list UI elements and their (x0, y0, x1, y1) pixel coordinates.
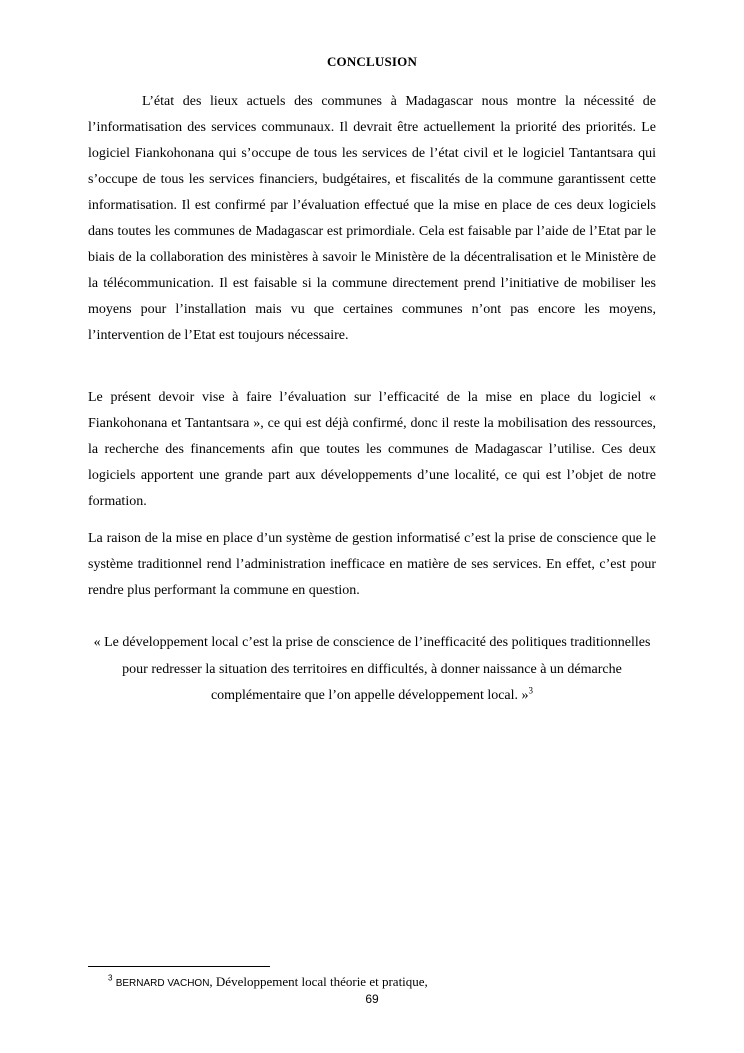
page-number: 69 (365, 992, 379, 1006)
footnote-author: BERNARD VACHON (115, 978, 210, 989)
page-title: CONCLUSION (326, 54, 418, 69)
quote-text: « Le développement local c’est la prise de conscience de l’inefficacité des politiques traditionnelles pour redresser la situation des territoires en difficultés, à donner naissance à un démarche complémentaire que l’on appelle développement local. » (93, 635, 651, 703)
block-quote (88, 630, 656, 710)
footnote-separator (88, 966, 270, 967)
paragraph-1: L’état des lieux actuels des communes à Madagascar nous montre la nécessité de l’informatisation des services communaux. Il devrait être actuellement la priorité des priorités. Le logiciel Fiankohonana qui s’occupe de tous les services de l’état civil et le logiciel Tantantsara qui s’occupe de tous les services financiers, budgétaires, et fiscalités de la commune garantissent cette informatisation. Il est confirmé par l’évaluation effectué que la mise en place de ces deux logiciels dans toutes les communes de Madagascar est primordiale. Cela est faisable par l’aide de l’Etat par le biais de la collaboration des ministères à savoir le Ministère de la décentralisation et le Ministère de la télécommunication. Il est faisable si la commune directement prend l’initiative de mobiliser les moyens pour l’installation mais vu que certaines communes n’ont pas encore les moyens, l’intervention de l’Etat est toujours nécessaire. (88, 94, 656, 343)
footnote-reference[interactable]: 3 (528, 685, 534, 696)
footnote-marker: 3 (108, 973, 113, 983)
footnote-text: , Développement local théorie et pratique, (209, 974, 428, 989)
paragraph-2: Le présent devoir vise à faire l’évaluation sur l’efficacité de la mise en place du logiciel « Fiankohonana et Tantantsara », ce qui est déjà confirmé, donc il reste la mobilisation des ressources, la recherche des financements afin que toutes les communes de Madagascar l’utilise. Ces deux logiciels apportent une grande part aux développements d’une localité, ce qui est l’objet de notre formation. (88, 390, 656, 509)
footnote (108, 973, 428, 993)
paragraph-3: La raison de la mise en place d’un système de gestion informatisé c’est la prise de conscience que le système traditionnel rend l’administration inefficace en matière de ses services. En effet, c’est pour rendre plus performant la commune en question. (88, 531, 656, 598)
